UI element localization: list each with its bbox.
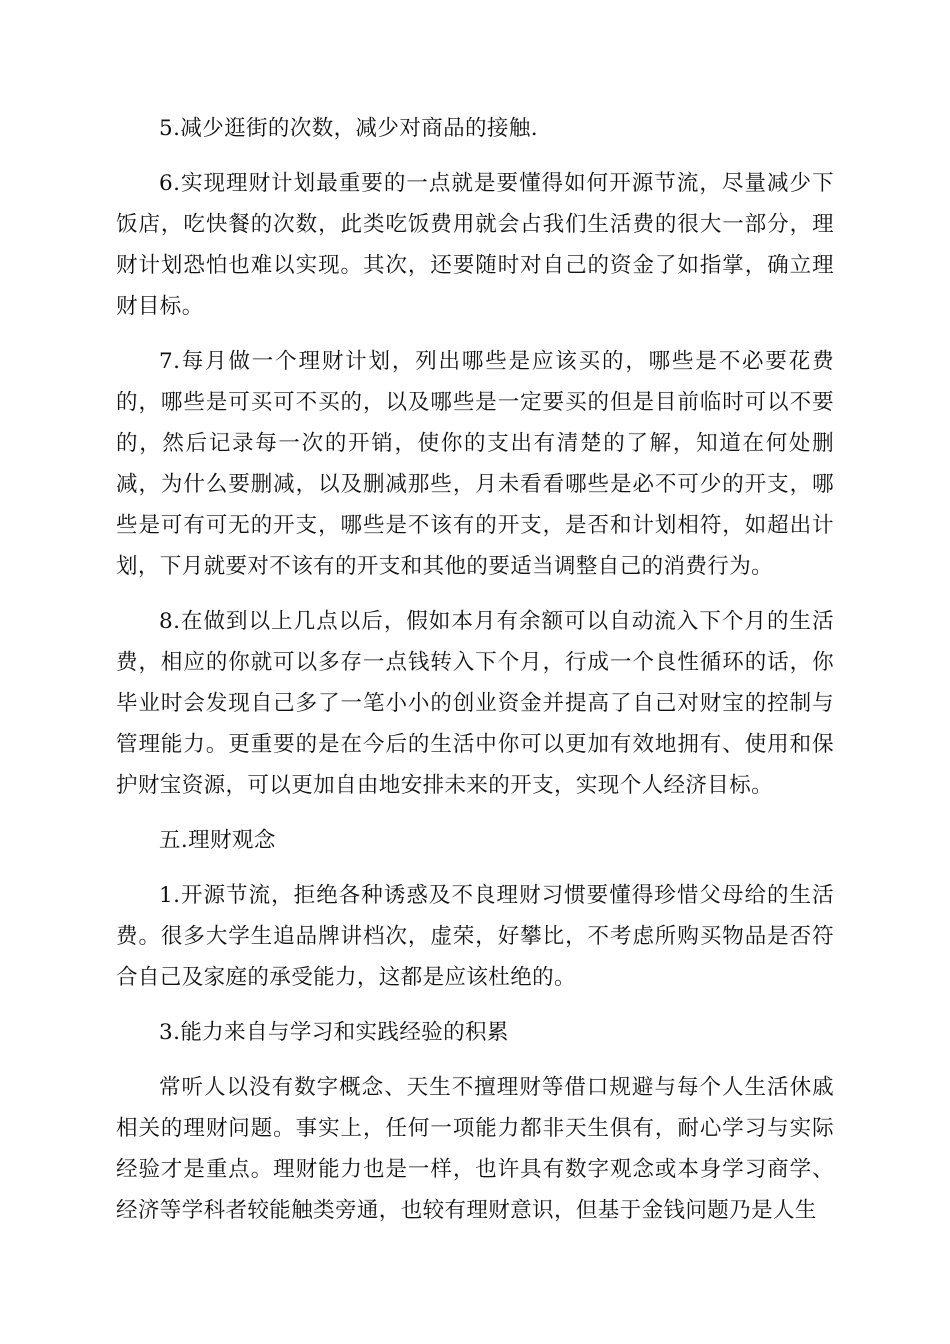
paragraph-concept-1: 1.开源节流，拒绝各种诱惑及不良理财习惯要懂得珍惜父母给的生活费。很多大学生追品牌讲档次，虚荣，好攀比，不考虑所购买物品是否符合自己及家庭的承受能力，这都是应该杜绝的。 <box>116 883 834 990</box>
paragraph-concept-3-heading: 3.能力来自与学习和实践经验的积累 <box>159 1020 509 1045</box>
paragraph-concept-3-body: 常听人以没有数字概念、天生不擅理财等借口规避与每个人生活休戚相关的理财问题。事实上，任何一项能力都非天生俱有，耐心学习与实际经验才是重点。理财能力也是一样，也许具有数字观念或本身学习商学、经济等学科者较能触类旁通，也较有理财意识，但基于金钱问题乃是人生 <box>116 1075 834 1223</box>
paragraph-item-6: 6.实现理财计划最重要的一点就是要懂得如何开源节流，尽量减少下饭店，吃快餐的次数，此类吃饭费用就会占我们生活费的很大一部分，理财计划恐怕也难以实现。其次，还要随时对自己的资金了如指掌，确立理财目标。 <box>116 171 834 319</box>
section-heading-5: 五.理财观念 <box>159 828 276 853</box>
paragraph-item-7: 7.每月做一个理财计划，列出哪些是应该买的，哪些是不必要花费的，哪些是可买可不买的，以及哪些是一定要买的但是目前临时可以不要的，然后记录每一次的开销，使你的支出有清楚的了解，知道在何处删减，为什么要删减，以及删减那些，月未看看哪些是必不可少的开支，哪些是可有可无的开支，哪些是不该有的开支，是否和计划相符，如超出计划，下月就要对不该有的开支和其他的要适当调整自己的消费行为。 <box>116 349 834 579</box>
paragraph-item-5: 5.减少逛街的次数，减少对商品的接触. <box>159 116 538 141</box>
document-body <box>116 108 834 1245</box>
paragraph-item-8: 8.在做到以上几点以后，假如本月有余额可以自动流入下个月的生活费，相应的你就可以多存一点钱转入下个月，行成一个良性循环的话，你毕业时会发现自己多了一笔小小的创业资金并提高了自己对财宝的控制与管理能力。更重要的是在今后的生活中你可以更加有效地拥有、使用和保护财宝资源，可以更加自由地安排未来的开支，实现个人经济目标。 <box>116 609 834 798</box>
